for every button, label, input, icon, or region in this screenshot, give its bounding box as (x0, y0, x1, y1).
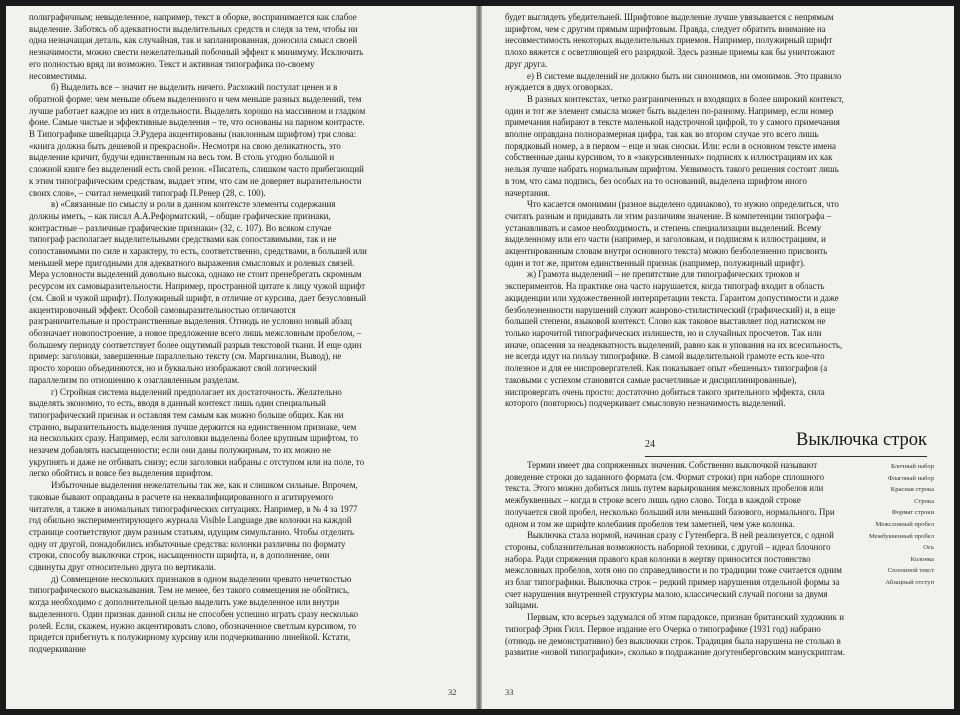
paragraph: г) Стройная система выделений предполагает их достаточность. Желательно выделять экономно, то есть, вводя в данный контекст лишь один специальный типографический признак и оставляя тем самым как можно больше общих. Как ни странно, выразительность выделения лучше держится на единственном признаке, чем на нескольких сразу. Например, если заголовки выделены более крупным шрифтом, то незачем добавлять насыщенности; если они даны полужирным, то их можно не укрупнять и даже не отбивать снизу; если заголовки набраны с отступом или на поле, то легко обойтись и вовсе без выделения шрифтом. (29, 386, 365, 479)
right-page-number: 33 (505, 687, 514, 697)
margin-note: Блочный набор (891, 463, 934, 470)
left-page (6, 6, 476, 709)
margin-note: Строка (914, 497, 934, 505)
paragraph: Выключка стала нормой, начиная сразу с Гутенберга. В ней реализуется, с одной стороны, соблазнительная возможность наборной техники, с другой – идеал блочного набора. Ради спряжения правого края колонки в жертву приносится постоянство межсловных пробелов, хотя оно по справедливости и по традиции тоже считается одним из благ типографики. Выключка строк – редкий пример нарушения отдельной формы за счет нарушения внутренней структуры малою, классический случай погони за двумя зайцами. (505, 530, 842, 611)
section-rule (645, 456, 927, 457)
section-number: 24 (645, 439, 655, 450)
paragraph: е) В системе выделений не должно быть ни синонимов, ни омонимов. Это правило нуждается в двух оговорках. (505, 70, 842, 93)
right-upper-text-column (505, 12, 845, 410)
paragraph: Избыточные выделения нежелательны так же, как и слишком сильные. Впрочем, таковые бывают оправданы в расчете на неквалифицированного и агитируемого читателя, а также в аномальных типографических ситуациях. Например, в № 4 за 1977 год обильно экспериментирующего журнала Visible Language две колонки на каждой странице соответствуют двум разным статьям, идущим симультанно. Чтобы отделить одну от другой, понадобились избыточные средства: колонки различны по формату строки, способу выключки строк, насыщенности шрифта, и, в дополнение, они сдвинуты друг относительно друга по вертикали. (29, 480, 358, 573)
paragraph: б) Выделить все – значит не выделить ничего. Расхожий постулат ценен и в обратной форме: чем меньше объем выделенного и чем меньше разных выделений, тем лучше работает каждое из них в отдельности. Выделять хорошо на массивном и гладком фоне. Самые чистые и эффективные выделения – те, что основаны на парном контрасте. В Типографике швейцарца Э.Рудера акцентированы (наклонным шрифтом) три слова: «книга должна быть дешевой и прекрасной». Несмотря на свою деликатность, это выделение кричит, будучи единственным на весь том. В столь угодно большой и сложной книге без выделений есть свой резон. «Писатель, слишком часто прибегающий к этим типографическим средствам, выдает этим, что сам не доверяет выразительности своих слов», – считал немецкий типограф П.Ренер (28, с. 100). (29, 82, 366, 198)
right-lower-text-column (505, 460, 845, 659)
paragraph: Термин имеет два сопряженных значения. Собственно выключкой называют доведение строки до заданного формата (см. Формат строки) при наборе сплошного текста. Этого можно добиться лишь путем варьирования межсловных пробелов или межбуквенных – когда в строке всего лишь одно слово. Тогда в каждой строке получается свой пробел, несколько больший или меньший базового, нормального. При одном и том же шрифте колебания пробелов тем заметней, чем уже колонка. (505, 460, 835, 529)
paragraph: полиграфичным; невыделенное, например, текст в оборке, воспринимается как слабое выделение. Заботясь об адекватности выделительных средств и следя за тем, чтобы ни одна незначащая деталь, как случайная, так и запланированная, доносила смысл своей незначимости, можно свести нежелательный побочный эффект к минимуму. Исключить его полностью вряд ли возможно. Текст и активная типографика по-своему несовместимы. (29, 12, 364, 81)
margin-note: Межсловный пробел (875, 520, 934, 528)
paragraph: д) Совмещение нескольких признаков в одном выделении чревато нечеткостью типографического высказывания. Тем не менее, без такого совмещения не обойтись, когда необходимо с дополнительной целью выделить уже выделенное или внутри выделенного. Один признак данной силы не способен успешно играть сразу несколько ролей. Если, скажем, нужно акцентировать слово, обозначенное светлым курсивом, то придется прибегнуть к полужирному курсиву или подчеркиванию линейкой. Кстати, подчеркивание (29, 573, 359, 654)
section-title: Выключка строк (796, 430, 927, 450)
margin-note: Формат строки (891, 509, 934, 517)
margin-note: Красная строка (890, 486, 934, 494)
paragraph: ж) Грамота выделений – не препятствие для типографических трюков и экспериментов. На практике она часто нарушается, когда типограф входит в область акциденции или художественной интерпретации текста. Гарантом допустимости и даже безболезненности нарушений служит жанрово-стилистический (графический) и, в еще большей степени, языковой контекст. Слово как таковое выставляет под натиском не только нарочитой типографических излишеств, но и случайных просчетов. Так или иначе, опасения за неадекватность выделений, равно как и упования на их всесильность, не всегда идут на пользу типографике. В самой выделительной грамоте есть кое-что полезное и для ее ниспровергателей. Как показывает опыт «бешеных» типографов (а таковыми с успехом становятся самые расчетливые и дисциплинированные), ниспровергать очень просто: достаточно добиться такого зрительного эффекта, сила которого (повторюсь) подчеркивает смысловую незначимость выделений. (505, 269, 843, 409)
margin-note: Межбуквенный пробел (868, 532, 934, 540)
margin-note: Абзацный отступ (885, 578, 934, 586)
left-text-column (29, 12, 367, 656)
paragraph: Что касается омонимии (разное выделено одинаково), то нужно определиться, что считать разным и придавать ли этим различиям значение. В компетенции типографа – устанавливать и самое необходимость, и степень специализации выделений. Всему выделенному или его части (например, и заголовкам, и подписям к иллюстрациям, и акцентированным словам внутри основного текста) можно безболезненно присвоить один и тот же, притом единственный признак (например, полужирный шрифт). (505, 199, 839, 268)
left-page-number: 32 (448, 687, 457, 697)
margin-notes (848, 461, 934, 589)
margin-note: Сплошной текст (887, 567, 934, 575)
paragraph: в) «Связанные по смыслу и роли в данном контексте элементы содержания должны иметь, – как писал А.А.Реформатский, – общие графические признаки, контрастные – различные графические признаки» (32, с. 107). Во всяком случае типограф располагает выделительными средствами как сопоставимыми, так и не сопоставимыми по силе и характеру, то есть, соответственно, средствами, в большей или меньшей мере пригодными для адекватного выражения смысловых и ролевых связей. Мера условности выделений довольно высока, однако не стоит пренебрегать скромным ресурсом их самовыразительности. Например, прострaнной цитате к лицу чужой шрифт (см. Свой и чужой шрифт). Полужирный шрифт, в отличие от курсива, дает безусловный акцентировочный эффект. Особой самовыразительностью отличаются разграничительные и пространственные выделения. Отнюдь не условно новый абзац обозначает новопостроение, а новое предложение всего лишь межсловным пробелом, – большему периоду соответствует более ощутимый разрыв текстовой ткани. И еще один пример: заголовки, завершенные параллельно тексту (см. Маргиналии, Вывод), не просто хорошо объединяются, но и буквально изображают свой логический параллелизм по отношению к озаглавленным разделам. (29, 199, 367, 385)
margin-note: Ось (923, 544, 934, 552)
paragraph: Первым, кто всерьез задумался об этом парадоксе, признан британский художник и типограф Эрик Гилл. Первое издание его Очерка о типографике (1931 год) набрано (отнюдь не демонстративно) без выключки строк. Традиция была нарушена не столько в развитие «новой типографики», сколько в подражание догутенберговским манускриптам. (505, 612, 845, 658)
paragraph: будет выглядеть убедительней. Шрифтовое выделение лучше увязывается с непрямым шрифтом, чем с другим прямым шрифтовым. Правда, следует обратить внимание на несовместимость некоторых выделительных приемов. Например, полужирный шрифт плохо вяжется с осветляющей его разрядкой. Здесь разные приемы как бы уничтожают друг друга. (505, 12, 835, 69)
paragraph: В разных контекстах, четко разграниченных и входящих в более широкий контекст, один и тот же элемент смысла может быть выделен по-разному. Например, если номер примечания набирают в тексте маленькой надстрочной цифрой, то у самого примечания вполне оправдана полноразмерная цифра, так как во втором случае это всего лишь порядковый номер, а в первом – еще и знак сноски. Или: если в основном тексте имена собственные даны курсивом, то в «закурсивленных» подписях к иллюстрациям их как нельзя лучше набрать нормальным шрифтом. Уязвимость такого решения состоит лишь в том, что сама подпись, без особых на то оснований, выделена шрифтом иного начертания. (505, 93, 844, 198)
margin-note: Колонка (910, 555, 934, 563)
margin-note: Флаговый набор (887, 474, 934, 482)
right-page (482, 6, 954, 709)
section-heading (645, 430, 927, 456)
